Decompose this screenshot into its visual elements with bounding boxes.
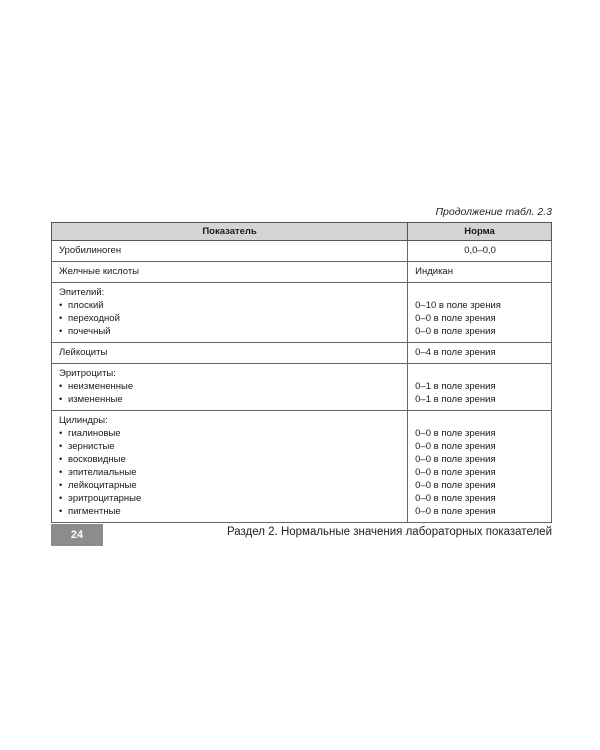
- indicator-label: Цилиндры:: [59, 415, 108, 426]
- table-caption: Продолжение табл. 2.3: [435, 206, 552, 218]
- norm-cell: [408, 411, 552, 523]
- indicator-cell: [52, 364, 408, 411]
- table-row: [52, 241, 552, 262]
- norm-cell: [408, 364, 552, 411]
- table-row: [52, 411, 552, 523]
- section-title: Раздел 2. Нормальные значения лабораторных показателей: [226, 526, 552, 538]
- indicator-label: Эпителий:: [59, 287, 105, 298]
- indicator-subitem: • восковидные: [59, 453, 401, 466]
- indicator-cell: [52, 411, 408, 523]
- norm-value: 0,0–0,0: [464, 245, 496, 256]
- norm-cell: [408, 343, 552, 364]
- indicator-subitem: • измененные: [59, 393, 401, 406]
- indicator-subitem: • эритроцитарные: [59, 492, 401, 505]
- norm-cell: [408, 283, 552, 343]
- indicator-label: Уробилиноген: [59, 245, 122, 256]
- norm-value: 0–0 в поле зрения: [415, 480, 496, 491]
- norm-value: 0–4 в поле зрения: [415, 347, 496, 358]
- indicator-label: Желчные кислоты: [59, 266, 140, 277]
- indicator-cell: [52, 241, 408, 262]
- indicator-cell: [52, 262, 408, 283]
- norm-cell: [408, 241, 552, 262]
- indicator-cell: [52, 283, 408, 343]
- norm-value: 0–1 в поле зрения: [415, 381, 496, 392]
- norms-table: [51, 222, 552, 523]
- page-number: 24: [51, 524, 103, 546]
- norm-value: 0–0 в поле зрения: [415, 326, 496, 337]
- indicator-subitem: • почечный: [59, 325, 401, 338]
- norm-value: 0–0 в поле зрения: [415, 454, 496, 465]
- norm-value: 0–0 в поле зрения: [415, 467, 496, 478]
- table-row: [52, 262, 552, 283]
- column-header-norm: Норма: [408, 223, 552, 241]
- indicator-subitem: • пигментные: [59, 505, 401, 518]
- norm-value: Индикан: [415, 266, 453, 277]
- table-body: [52, 241, 552, 523]
- indicator-label: Эритроциты:: [59, 368, 116, 379]
- indicator-subitem: • неизмененные: [59, 380, 401, 393]
- norm-value: 0–10 в поле зрения: [415, 300, 501, 311]
- table-header-row: [52, 223, 552, 241]
- norm-value: 0–0 в поле зрения: [415, 428, 496, 439]
- table-row: [52, 283, 552, 343]
- column-header-indicator: Показатель: [52, 223, 408, 241]
- norm-value: 0–0 в поле зрения: [415, 506, 496, 517]
- norm-cell: [408, 262, 552, 283]
- indicator-subitem: • зернистые: [59, 440, 401, 453]
- norm-value: 0–0 в поле зрения: [415, 313, 496, 324]
- table-row: [52, 343, 552, 364]
- indicator-label: Лейкоциты: [59, 347, 108, 358]
- indicator-subitem: • плоский: [59, 299, 401, 312]
- norm-value: 0–0 в поле зрения: [415, 441, 496, 452]
- indicator-subitem: • лейкоцитарные: [59, 479, 401, 492]
- indicator-subitem: • эпителиальные: [59, 466, 401, 479]
- norm-value: 0–0 в поле зрения: [415, 493, 496, 504]
- footer-rule: [51, 522, 552, 523]
- indicator-subitem: • гиалиновые: [59, 427, 401, 440]
- indicator-subitem: • переходной: [59, 312, 401, 325]
- table-row: [52, 364, 552, 411]
- indicator-cell: [52, 343, 408, 364]
- norm-value: 0–1 в поле зрения: [415, 394, 496, 405]
